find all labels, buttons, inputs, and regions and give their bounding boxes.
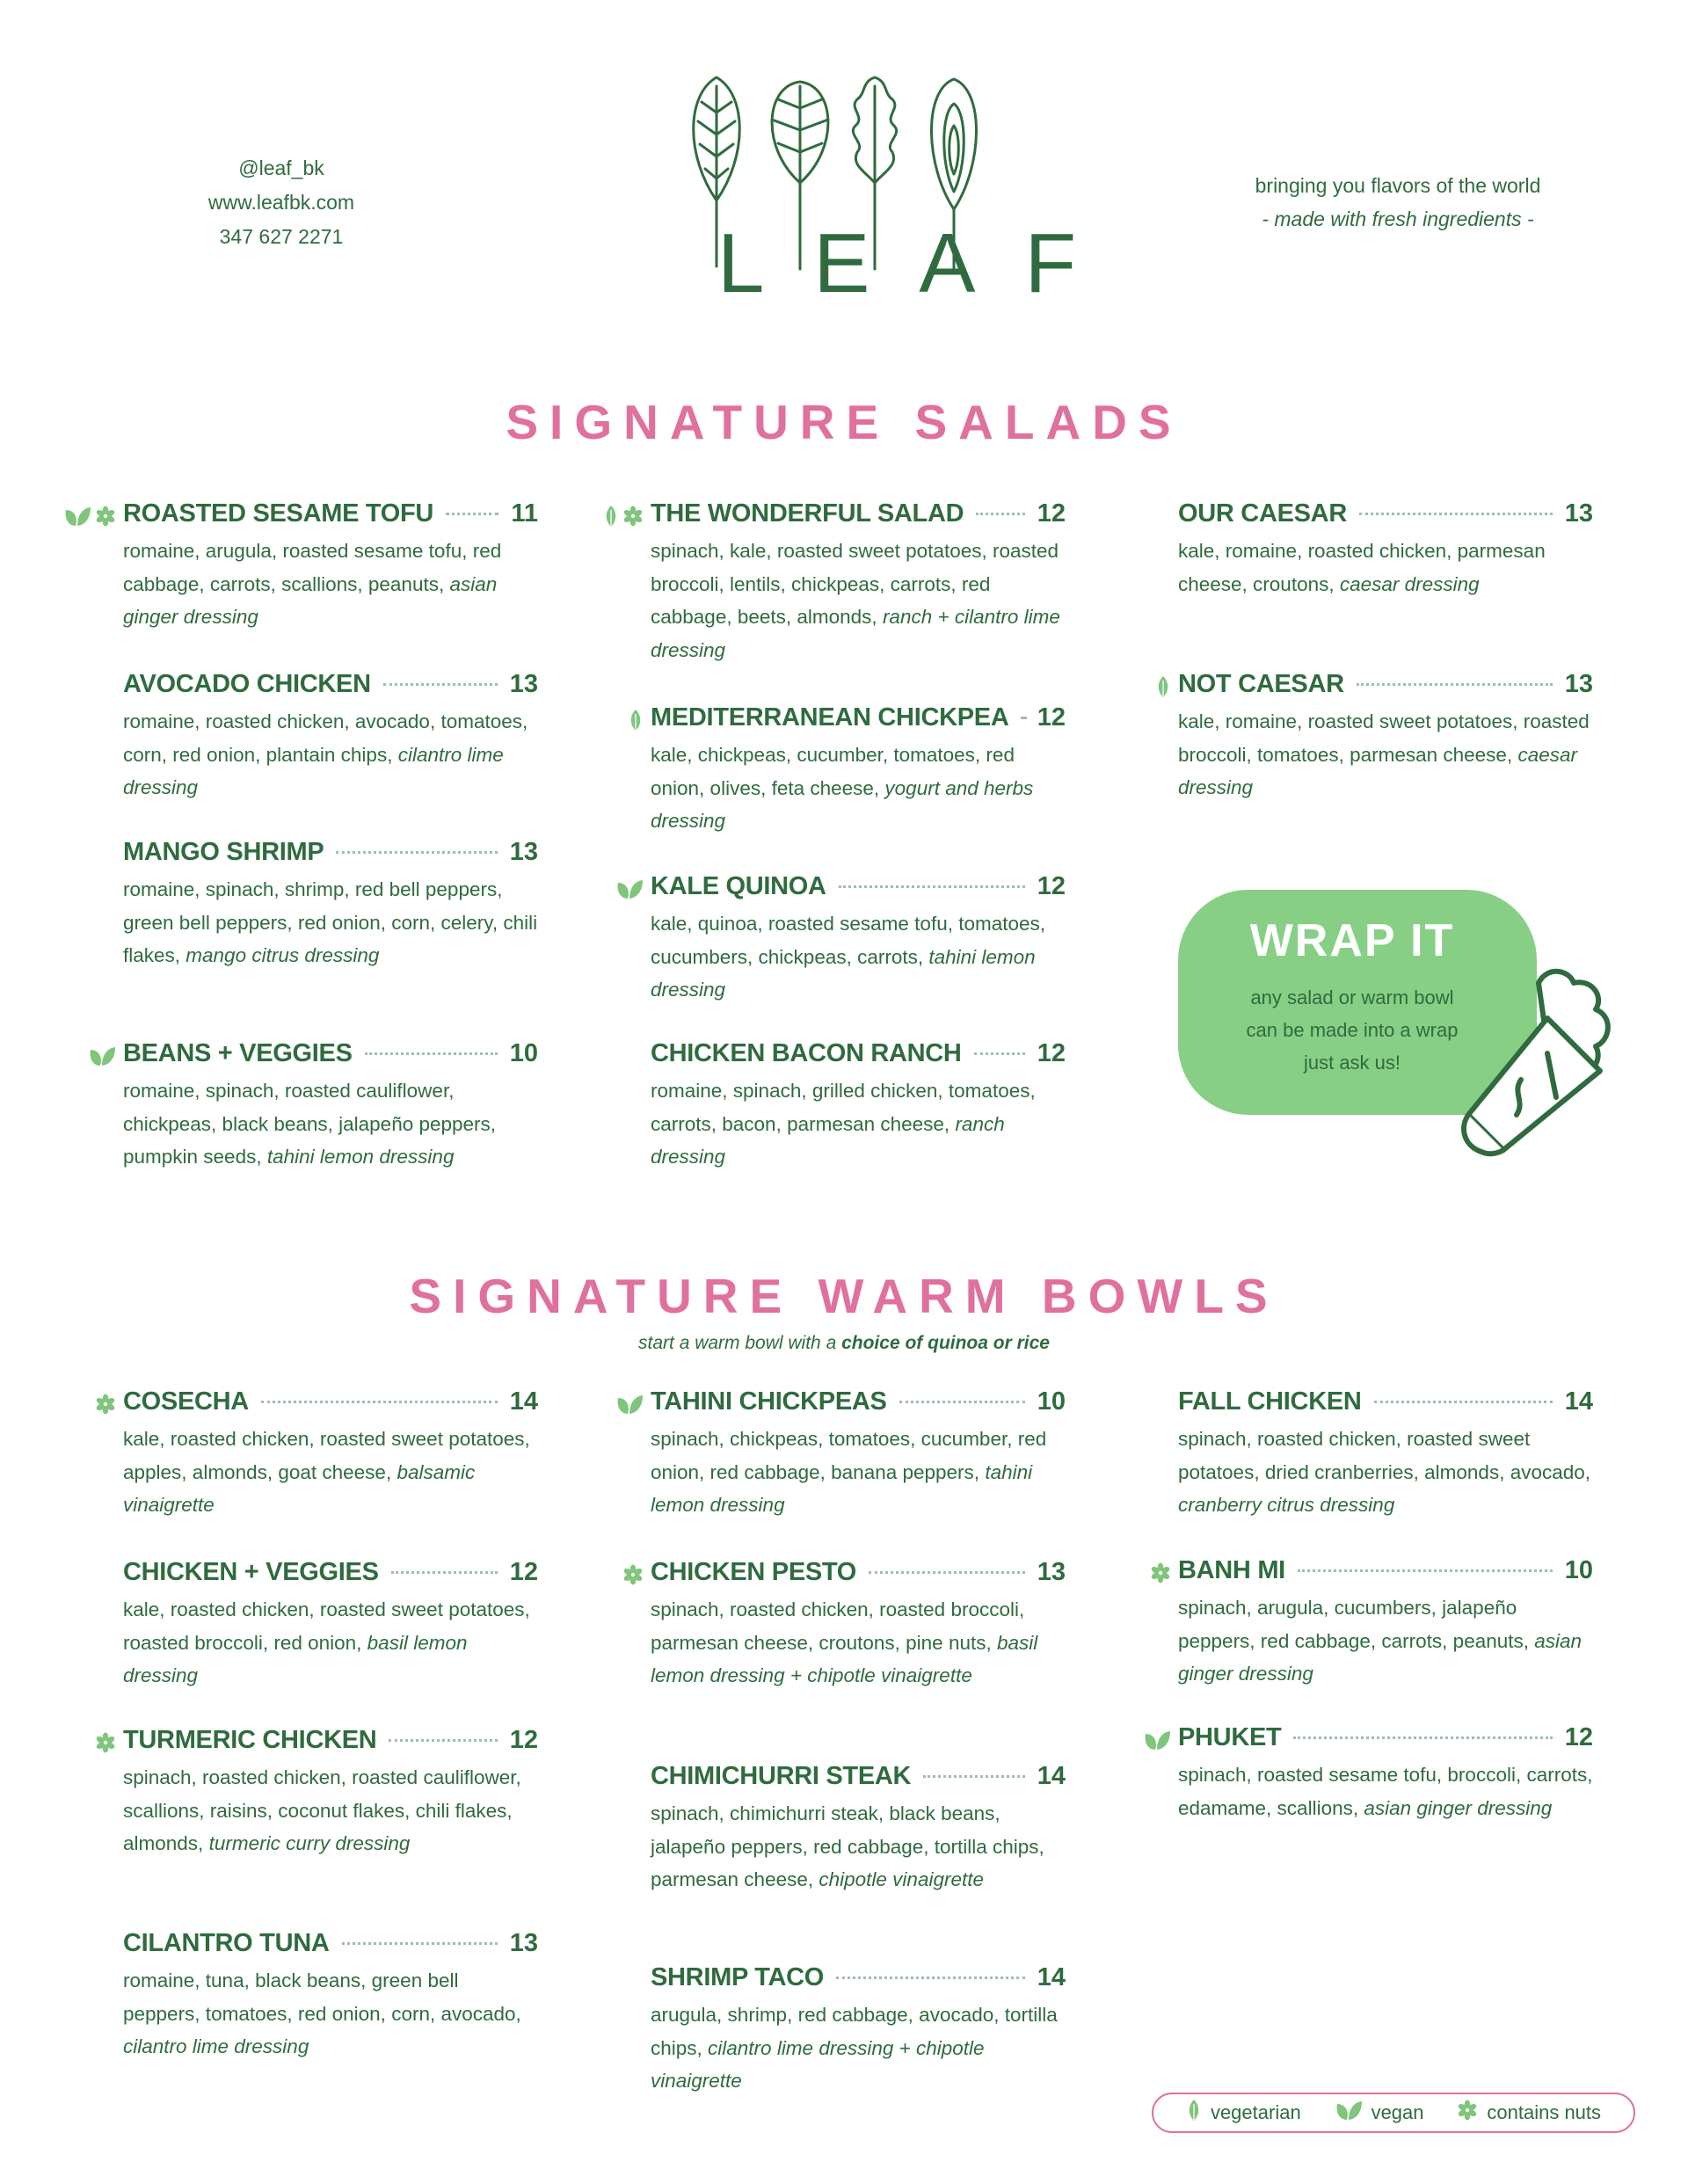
wrap-it-line: any salad or warm bowl	[1250, 986, 1454, 1008]
menu-item-price: 12	[1037, 499, 1066, 528]
menu-item-description	[651, 535, 1066, 666]
diet-icons	[615, 876, 644, 902]
menu-item	[1178, 499, 1593, 601]
menu-item	[651, 872, 1066, 1007]
menu-item-description	[123, 1593, 538, 1693]
menu-item	[123, 1039, 538, 1174]
menu-item-price: 13	[509, 670, 538, 698]
menu-item-price: 12	[509, 1726, 538, 1754]
menu-item-name: ROASTED SESAME TOFU	[123, 499, 434, 528]
menu-item-price: 14	[509, 1387, 538, 1416]
dot-leader	[839, 885, 1025, 888]
diet-icons	[622, 1562, 644, 1588]
diet-icons	[63, 503, 116, 529]
bowls-section-subtitle	[0, 1333, 1688, 1354]
menu-item-name: PHUKET	[1178, 1723, 1282, 1751]
nuts-asterisk-icon	[622, 506, 644, 527]
dressing: tahini lemon dressing	[651, 1460, 1033, 1517]
dressing: ranch + cilantro lime dressing	[651, 606, 1060, 661]
menu-item	[651, 1762, 1066, 1896]
vegetarian-leaf-icon	[1155, 675, 1171, 698]
dot-leader	[1293, 1736, 1552, 1739]
dressing: chipotle vinaigrette	[819, 1868, 984, 1891]
menu-item-description	[123, 1761, 538, 1860]
bowls-section-title: SIGNATURE WARM BOWLS	[409, 1269, 1279, 1323]
dressing: asian ginger dressing	[123, 572, 498, 629]
dot-leader	[1298, 1569, 1553, 1572]
menu-item	[1178, 1556, 1593, 1691]
vegan-double-leaf-icon	[1143, 1729, 1171, 1751]
dressing: turmeric curry dressing	[208, 1832, 411, 1855]
menu-item-name: TURMERIC CHICKEN	[123, 1726, 377, 1754]
tagline-main: bringing you flavors of the world	[1255, 174, 1541, 197]
dot-leader	[899, 1401, 1025, 1403]
menu-item-name: COSECHA	[123, 1387, 249, 1416]
diet-icons	[1150, 1560, 1171, 1586]
menu-item	[1178, 1723, 1593, 1824]
menu-item-name: MEDITERRANEAN CHICKPEA	[651, 703, 1009, 732]
dressing: basil lemon dressing + chipotle vinaigrette	[651, 1631, 1038, 1687]
menu-item-description	[1178, 705, 1593, 804]
menu-item	[123, 1387, 538, 1522]
vegetarian-leaf-icon	[1186, 2099, 1202, 2127]
menu-item-price: 12	[1037, 872, 1066, 900]
menu-item-price: 14	[1037, 1762, 1066, 1790]
legend-vegan-label: vegan	[1371, 2101, 1424, 2123]
menu-item-name: CHICKEN PESTO	[651, 1558, 857, 1586]
menu-item-description	[1178, 1591, 1593, 1691]
menu-item-price: 10	[1564, 1556, 1593, 1584]
dot-leader	[1359, 513, 1553, 515]
ingredients: spinach, roasted chicken, roasted cauliflower, scallions, raisins, coconut flakes, chili flakes, almonds,	[123, 1766, 521, 1855]
legend-vegetarian	[1186, 2099, 1301, 2127]
tagline-sub: - made with fresh ingredients -	[1262, 207, 1534, 230]
menu-item-price: 12	[1564, 1723, 1593, 1751]
menu-item-description	[123, 1964, 538, 2064]
wrap-burrito-icon	[1415, 948, 1653, 1168]
dot-leader	[342, 1942, 498, 1945]
menu-item-price: 14	[1564, 1387, 1593, 1416]
wrap-it-line: just ask us!	[1303, 1052, 1401, 1074]
menu-item-description	[651, 1998, 1066, 2098]
menu-item-description	[1178, 535, 1593, 601]
tagline	[1178, 169, 1618, 236]
menu-item-price: 13	[1037, 1558, 1066, 1586]
dressing: asian ginger dressing	[1364, 1796, 1553, 1819]
menu-item-name: OUR CAESAR	[1178, 499, 1347, 528]
vegan-double-leaf-icon	[615, 877, 644, 900]
menu-item-price: 12	[509, 1558, 538, 1586]
menu-item-name: AVOCADO CHICKEN	[123, 670, 371, 698]
menu-item-name: THE WONDERFUL SALAD	[651, 499, 964, 528]
ingredients: spinach, chickpeas, tomatoes, cucumber, red onion, red cabbage, banana peppers,	[651, 1428, 1047, 1483]
menu-item-description	[651, 1593, 1066, 1693]
salads-section-title: SIGNATURE SALADS	[506, 395, 1182, 449]
ingredients: romaine, spinach, roasted cauliflower, chickpeas, black beans, jalapeño peppers, pumpkin seeds,	[123, 1080, 497, 1168]
dot-leader	[336, 851, 497, 854]
menu-item-description	[123, 705, 538, 804]
menu-item	[123, 670, 538, 804]
dot-leader	[976, 513, 1024, 515]
menu-item-description	[651, 1797, 1066, 1896]
dot-leader	[446, 513, 498, 515]
dressing: yogurt and herbs dressing	[651, 776, 1034, 833]
menu-item	[651, 703, 1066, 838]
dressing: tahini lemon dressing	[266, 1146, 455, 1168]
dot-leader	[869, 1571, 1025, 1574]
menu-item-price: 13	[1564, 670, 1593, 698]
ingredients: spinach, roasted sesame tofu, broccoli, carrots, edamame, scallions,	[1178, 1764, 1593, 1819]
menu-item	[123, 1558, 538, 1693]
menu-item-name: FALL CHICKEN	[1178, 1387, 1362, 1416]
bowls-subtitle-pre: start a warm bowl with a	[638, 1333, 842, 1353]
dressing: basil lemon dressing	[123, 1631, 468, 1687]
menu-item-description	[1178, 1758, 1593, 1824]
menu-item-price: 13	[509, 1929, 538, 1957]
menu-item	[123, 1929, 538, 2064]
menu-item	[651, 1039, 1066, 1174]
menu-item-description	[123, 1423, 538, 1522]
diet-icons	[95, 1729, 116, 1756]
menu-item-price: 10	[1037, 1387, 1066, 1416]
dot-leader	[261, 1401, 498, 1403]
legend-vegetarian-label: vegetarian	[1210, 2101, 1301, 2123]
vegan-double-leaf-icon	[615, 1393, 644, 1416]
nuts-asterisk-icon	[622, 1564, 644, 1585]
dressing: caesar dressing	[1339, 572, 1480, 595]
vegetarian-leaf-icon	[603, 505, 619, 528]
ingredients: spinach, roasted chicken, roasted sweet potatoes, dried cranberries, almonds, avocado,	[1178, 1428, 1591, 1483]
menu-item	[1178, 1387, 1593, 1522]
dressing: balsamic vinaigrette	[123, 1460, 476, 1517]
nuts-asterisk-icon	[1150, 1562, 1171, 1583]
menu-item-description	[651, 1423, 1066, 1522]
dressing: asian ginger dressing	[1178, 1629, 1582, 1685]
menu-item-name: TAHINI CHICKPEAS	[651, 1387, 887, 1416]
menu-item-description	[123, 1074, 538, 1174]
menu-item-name: NOT CAESAR	[1178, 670, 1344, 698]
menu-item-price: 12	[1037, 703, 1066, 732]
nuts-asterisk-icon	[1457, 2100, 1478, 2126]
menu-item-description	[651, 907, 1066, 1007]
legend-nuts	[1457, 2100, 1601, 2126]
menu-item	[651, 1963, 1066, 2098]
ingredients: kale, roasted chicken, roasted sweet potatoes, apples, almonds, goat cheese,	[123, 1428, 530, 1483]
dressing: ranch dressing	[651, 1112, 1005, 1168]
dot-leader	[389, 1739, 497, 1742]
dot-leader	[391, 1571, 498, 1574]
dot-leader	[383, 683, 498, 686]
ingredients: romaine, spinach, grilled chicken, tomatoes, carrots, bacon, parmesan cheese,	[651, 1080, 1036, 1135]
dressing: cilantro lime dressing + chipotle vinaigrette	[651, 2036, 985, 2093]
nuts-asterisk-icon	[95, 1394, 116, 1415]
ingredients: kale, chickpeas, cucumber, tomatoes, red onion, olives, feta cheese,	[651, 744, 1015, 799]
vegan-double-leaf-icon	[1335, 2099, 1363, 2127]
dressing: cilantro lime dressing	[123, 2035, 309, 2058]
vegetarian-leaf-icon	[628, 709, 644, 732]
bowls-subtitle-bold: choice of quinoa or rice	[841, 1333, 1050, 1353]
dot-leader	[1021, 717, 1024, 719]
dot-leader	[974, 1052, 1025, 1055]
menu-item-price: 11	[511, 499, 538, 528]
diet-icons	[88, 1043, 116, 1069]
menu-item	[1178, 670, 1593, 804]
nuts-asterisk-icon	[95, 506, 116, 527]
dressing: tahini lemon dressing	[651, 945, 1036, 1001]
dot-leader	[836, 1977, 1025, 1979]
menu-item-description	[123, 535, 538, 634]
dot-leader	[1374, 1401, 1553, 1403]
menu-item-name: SHRIMP TACO	[651, 1963, 825, 1991]
menu-item-price: 10	[509, 1039, 538, 1067]
menu-item	[123, 838, 538, 972]
phone-number[interactable]: 347 627 2271	[219, 225, 344, 248]
menu-item	[651, 1558, 1066, 1693]
nuts-asterisk-icon	[95, 1732, 116, 1753]
ingredients: spinach, arugula, cucumbers, jalapeño peppers, red cabbage, carrots, peanuts,	[1178, 1597, 1535, 1652]
menu-item-description	[1178, 1423, 1593, 1522]
wrap-it-title: WRAP IT	[1249, 915, 1455, 966]
menu-item-name: CHICKEN + VEGGIES	[123, 1558, 379, 1586]
menu-item	[651, 499, 1066, 666]
ingredients: spinach, chimichurri steak, black beans, jalapeño peppers, red cabbage, tortilla chips, parmesan cheese,	[651, 1802, 1044, 1891]
ingredients: kale, romaine, roasted chicken, parmesan cheese, croutons,	[1178, 540, 1546, 595]
dressing: cilantro lime dressing	[123, 743, 504, 799]
menu-item-name: CHIMICHURRI STEAK	[651, 1762, 912, 1790]
ingredients: kale, romaine, roasted sweet potatoes, roasted broccoli, tomatoes, parmesan cheese,	[1178, 710, 1590, 766]
menu-item-price: 12	[1037, 1039, 1066, 1067]
menu-item	[651, 1387, 1066, 1522]
diet-icons	[628, 707, 644, 733]
brand-wordmark: LEAF	[717, 216, 1126, 310]
ingredients: romaine, arugula, roasted sesame tofu, red cabbage, carrots, scallions, peanuts,	[123, 540, 502, 595]
diet-icons	[95, 1391, 116, 1417]
dot-leader	[1357, 683, 1553, 686]
menu-item-name: CILANTRO TUNA	[123, 1929, 330, 1957]
legend-nuts-label: contains nuts	[1487, 2101, 1602, 2123]
menu-item-price: 13	[509, 838, 538, 866]
diet-icons	[603, 503, 644, 529]
menu-item-name: BEANS + VEGGIES	[123, 1039, 353, 1067]
dressing: mango citrus dressing	[186, 944, 380, 967]
menu-item-name: MANGO SHRIMP	[123, 838, 324, 866]
ingredients: spinach, kale, roasted sweet potatoes, roasted broccoli, lentils, chickpeas, carrots, red cabbage, beets, almonds,	[651, 540, 1059, 629]
dietary-legend	[1152, 2093, 1635, 2133]
menu-item-description	[123, 873, 538, 972]
menu-item	[123, 1726, 538, 1860]
menu-item-price: 14	[1037, 1963, 1066, 1991]
ingredients: arugula, shrimp, red cabbage, avocado, tortilla chips,	[651, 2004, 1058, 2059]
legend-vegan	[1335, 2099, 1424, 2127]
ingredients: kale, quinoa, roasted sesame tofu, tomatoes, cucumbers, chickpeas, carrots,	[651, 913, 1046, 968]
dressing: caesar dressing	[1178, 743, 1577, 799]
diet-icons	[1143, 1727, 1171, 1753]
ingredients: romaine, spinach, shrimp, red bell peppers, green bell peppers, red onion, corn, celery, chili flakes,	[123, 878, 538, 967]
menu-item-name: KALE QUINOA	[651, 872, 826, 900]
wrap-it-line: can be made into a wrap	[1246, 1019, 1459, 1041]
menu-item-description	[651, 739, 1066, 838]
dressing: cranberry citrus dressing	[1178, 1494, 1395, 1517]
ingredients: kale, roasted chicken, roasted sweet potatoes, roasted broccoli, red onion,	[123, 1598, 530, 1654]
menu-item-name: BANH MI	[1178, 1556, 1285, 1584]
ingredients: spinach, roasted chicken, roasted broccoli, parmesan cheese, croutons, pine nuts,	[651, 1598, 1025, 1654]
website-link[interactable]: www.leafbk.com	[207, 191, 355, 214]
menu-item-name: CHICKEN BACON RANCH	[651, 1039, 962, 1067]
dot-leader	[923, 1775, 1025, 1778]
diet-icons	[1155, 673, 1171, 700]
dot-leader	[365, 1052, 498, 1055]
vegan-double-leaf-icon	[88, 1045, 116, 1067]
ingredients: romaine, tuna, black beans, green bell peppers, tomatoes, red onion, corn, avocado,	[123, 1969, 521, 2025]
instagram-handle: @leaf_bk	[238, 157, 324, 179]
menu-item-description	[651, 1074, 1066, 1174]
vegan-double-leaf-icon	[63, 505, 91, 528]
diet-icons	[615, 1391, 644, 1417]
menu-item-price: 13	[1564, 499, 1593, 528]
menu-item	[123, 499, 538, 634]
ingredients: romaine, roasted chicken, avocado, tomatoes, corn, red onion, plantain chips,	[123, 710, 528, 766]
contact-info	[176, 151, 387, 254]
